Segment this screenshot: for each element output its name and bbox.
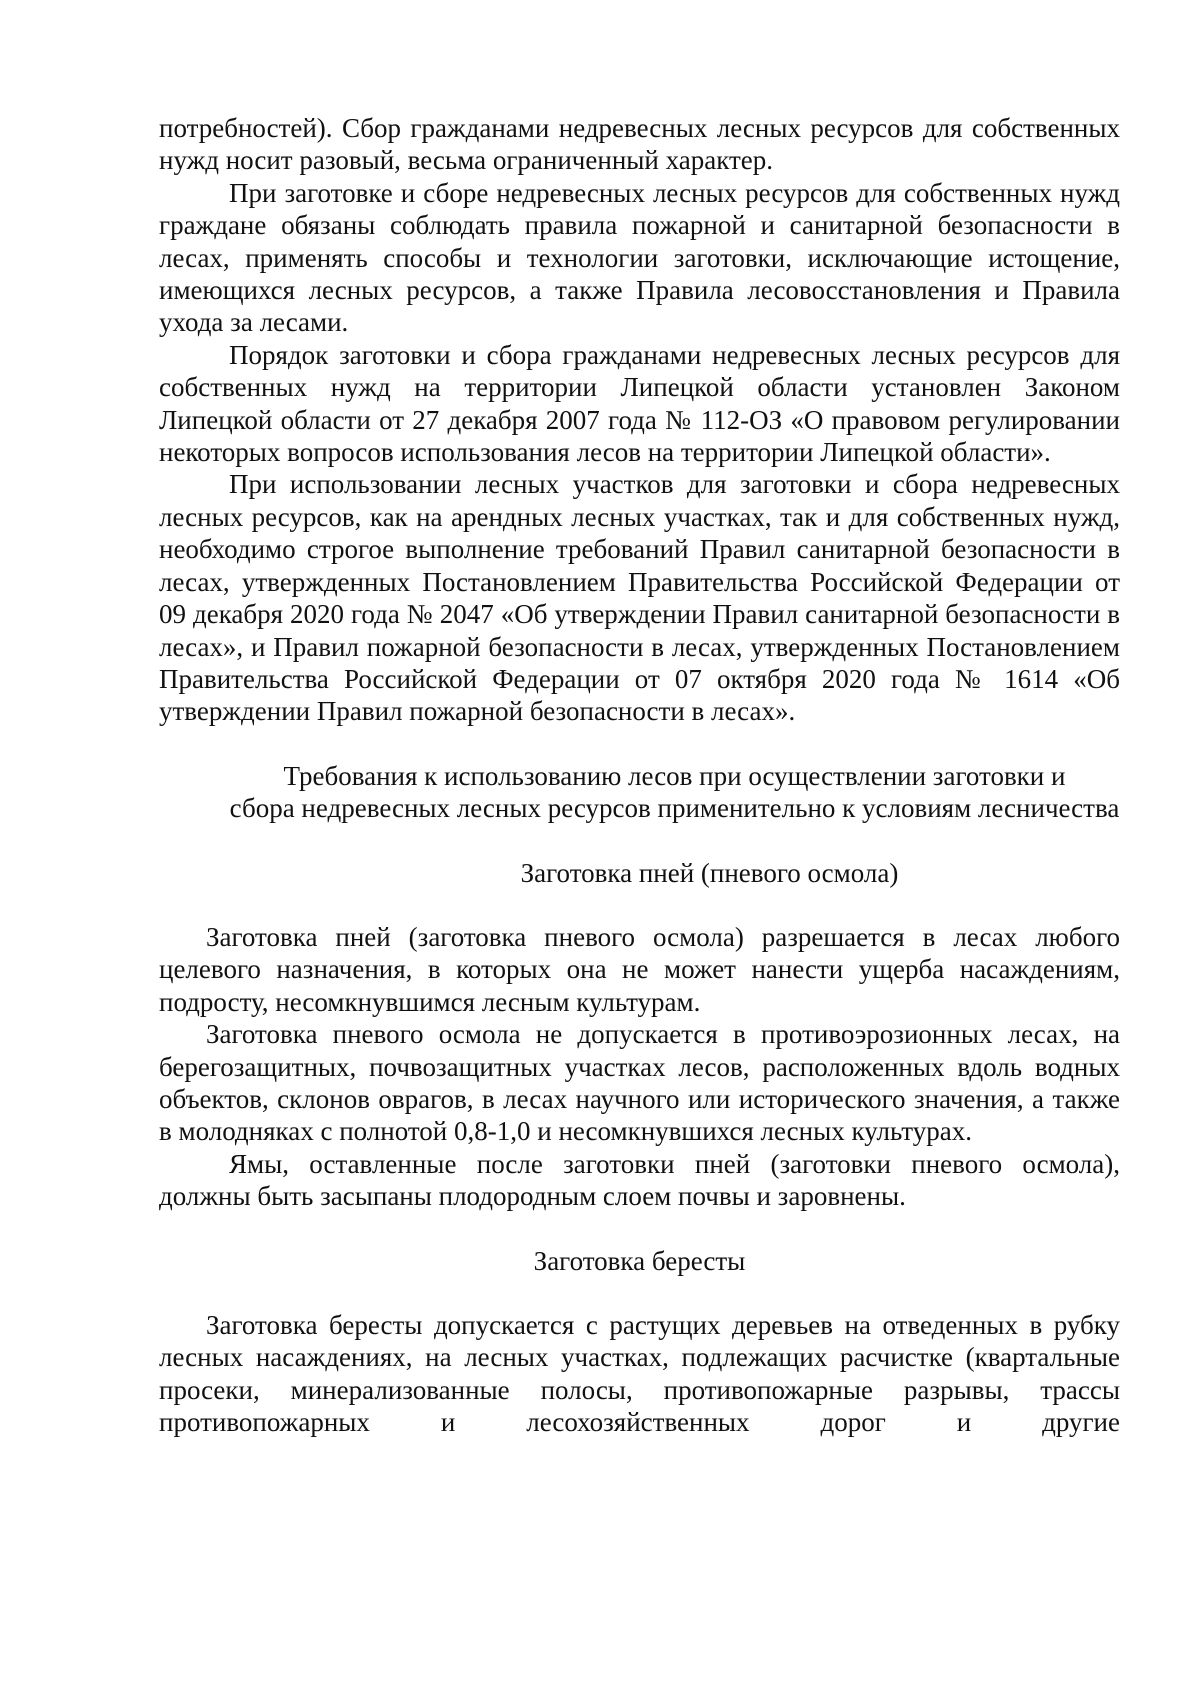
section-title [159, 760, 1120, 825]
paragraph-obligations: При заготовке и сборе недревесных лесных ресурсов для собственных нужд граждане обязаны соблюдать правила пожарной и санитарной безопасности в лесах, применять способы и технологии заготовки, исключающие истощение, имеющихся лесных ресурсов, а также Правила лесовосстановления и Правила ухода за лесами. [159, 177, 1120, 338]
paragraph-bark-1: Заготовка бересты допускается с растущих деревьев на отведенных в рубку лесных насаждениях, на лесных участках, подлежащих расчистке (квартальные просеки, минерализованные полосы, противопожарные разрывы, трассы противопожарных и лесохозяйственных дорог и другие [159, 1310, 1120, 1438]
paragraph-stumps-3: Ямы, оставленные после заготовки пней (заготовки пневого осмола), должны быть засыпаны плодородным слоем почвы и заровнены. [159, 1148, 1120, 1212]
section-title-line-2: сбора недревесных лесных ресурсов применительно к условиям лесничества [229, 793, 1120, 824]
paragraph-stumps-1: Заготовка пней (заготовка пневого осмола) разрешается в лесах любого целевого назначения, в которых она не может нанести ущерба насаждениям, подросту, несомкнувшимся лесным культурам. [159, 921, 1120, 1017]
section-title-line-1: Требования к использованию лесов при осуществлении заготовки и [283, 760, 1066, 791]
paragraph-stumps-2: Заготовка пневого осмола не допускается в противоэрозионных лесах, на берегозащитных, почвозащитных участках лесов, расположенных вдоль водных объектов, склонов оврагов, в лесах научного или исторического значения, а также в молодняках с полнотой 0,8-1,0 и несомкнувшихся лесных культурах. [159, 1019, 1120, 1147]
paragraph-continuation: потребностей). Сбор гражданами недревесных лесных ресурсов для собственных нужд носит разовый, весьма ограниченный характер. [159, 113, 1120, 176]
subsection-title-bark: Заготовка бересты [533, 1245, 746, 1276]
subsection-title-stumps: Заготовка пней (пневого осмола) [520, 857, 899, 888]
paragraph-order: Порядок заготовки и сбора гражданами недревесных лесных ресурсов для собственных нужд на территории Липецкой области установлен Законом Липецкой области от 27 декабря 2007 года № 112-ОЗ «О правовом регулировании некоторых вопросов использования лесов на территории Липецкой области». [159, 339, 1120, 468]
document-page [159, 112, 1120, 1439]
paragraph-requirements: При использовании лесных участков для заготовки и сбора недревесных лесных ресурсов, как на арендных лесных участках, так и для собственных нужд, необходимо строгое выполнение требований Правил санитарной безопасности в лесах, утвержденных Постановлением Правительства Российской Федерации от 09 декабря 2020 года № 2047 «Об утверждении Правил санитарной безопасности в лесах», и Правил пожарной безопасности в лесах, утвержденных Постановлением Правительства Российской Федерации от 07 октября 2020 года № 1614 «Об утверждении Правил пожарной безопасности в лесах». [159, 469, 1120, 727]
